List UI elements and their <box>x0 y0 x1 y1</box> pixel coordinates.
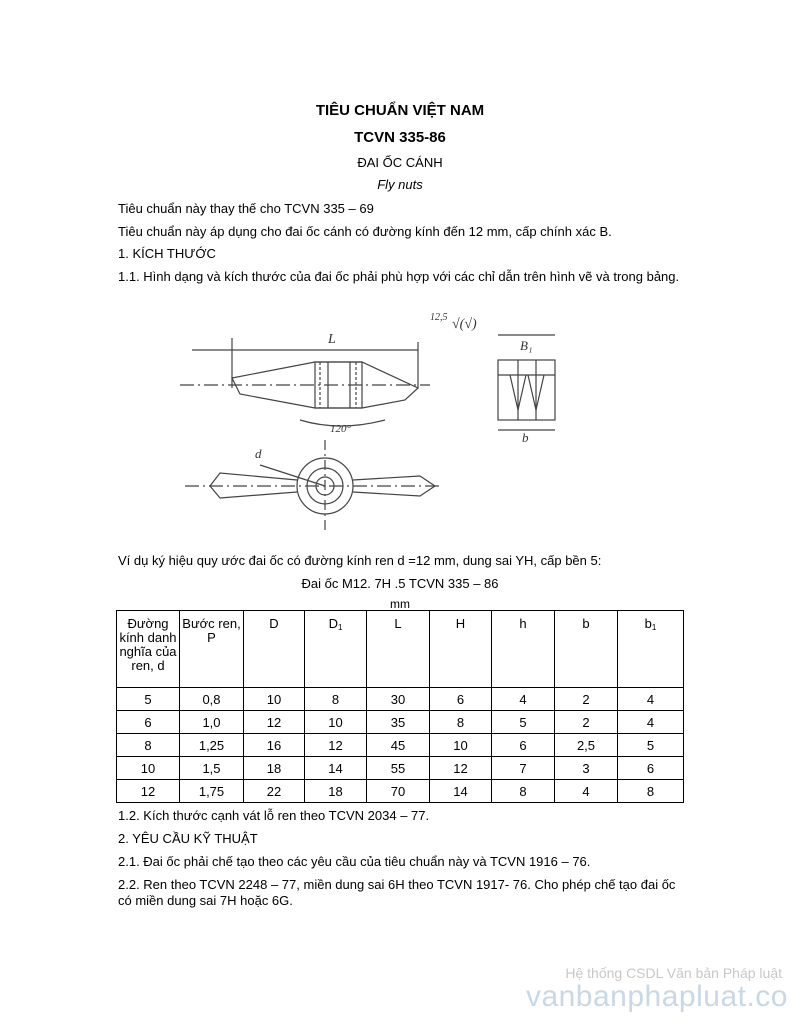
table-cell: 22 <box>244 780 305 803</box>
table-cell: 16 <box>244 734 305 757</box>
table-cell: 12 <box>430 757 492 780</box>
table-cell: 7 <box>492 757 555 780</box>
table-cell: 4 <box>618 688 684 711</box>
table-cell: 10 <box>244 688 305 711</box>
table-cell: 8 <box>618 780 684 803</box>
label-roughness: 12,5 <box>430 312 448 323</box>
table-cell: 6 <box>430 688 492 711</box>
table-cell: 2 <box>555 688 618 711</box>
table-cell: 8 <box>430 711 492 734</box>
standard-title: TIÊU CHUẨN VIỆT NAM <box>315 102 485 119</box>
table-cell: 2 <box>555 711 618 734</box>
table-cell: 5 <box>618 734 684 757</box>
paragraph-2-2-line-1: 2.2. Ren theo TCVN 2248 – 77, miền dung sai 6H theo TCVN 1917- 76. Cho phép chế tạo đai ốc <box>118 877 676 892</box>
table-header-row <box>117 611 684 688</box>
table-cell: 1,5 <box>180 757 244 780</box>
header-D: D <box>244 611 305 688</box>
table-cell: 3 <box>555 757 618 780</box>
standard-name-en: Fly nuts <box>377 177 423 192</box>
table-cell: 8 <box>492 780 555 803</box>
table-cell: 18 <box>305 780 367 803</box>
table-cell: 4 <box>492 688 555 711</box>
header-L: L <box>367 611 430 688</box>
header-nominal-diameter: Đường kính danh nghĩa của ren, d <box>117 611 180 688</box>
table-row <box>117 757 684 780</box>
table-cell: 0,8 <box>180 688 244 711</box>
table-cell: 18 <box>244 757 305 780</box>
header-D1: D1 <box>305 611 367 688</box>
section-1-heading: 1. KÍCH THƯỚC <box>118 246 216 261</box>
paragraph-1-2: 1.2. Kích thước cạnh vát lỗ ren theo TCVN 2034 – 77. <box>118 808 430 823</box>
table-cell: 8 <box>305 688 367 711</box>
table-cell: 14 <box>430 780 492 803</box>
label-angle: 120° <box>330 423 351 435</box>
table-cell: 12 <box>117 780 180 803</box>
watermark-line-2: vanbanphapluat.co <box>525 980 788 1013</box>
table-cell: 70 <box>367 780 430 803</box>
roughness-symbol-icon: √(√) <box>452 317 477 332</box>
header-h: h <box>492 611 555 688</box>
table-cell: 1,0 <box>180 711 244 734</box>
label-d: d <box>255 446 262 461</box>
replace-paragraph: Tiêu chuẩn này thay thế cho TCVN 335 – 69 <box>118 201 374 216</box>
paragraph-2-2-line-2: có miền dung sai 7H hoặc 6G. <box>118 893 293 908</box>
table-cell: 5 <box>492 711 555 734</box>
header-b1: b1 <box>618 611 684 688</box>
label-B1: B₁ <box>520 338 533 353</box>
standard-name-vi: ĐAI ỐC CÁNH <box>357 155 443 170</box>
table-cell: 12 <box>305 734 367 757</box>
watermark-line-1: Hệ thống CSDL Văn bản Pháp luật <box>565 965 782 981</box>
section-2-heading: 2. YÊU CẦU KỸ THUẬT <box>118 831 258 846</box>
table-cell: 5 <box>117 688 180 711</box>
header-b: b <box>555 611 618 688</box>
paragraph-2-1: 2.1. Đai ốc phải chế tạo theo các yêu cầu của tiêu chuẩn này và TCVN 1916 – 76. <box>118 854 591 869</box>
table-cell: 10 <box>305 711 367 734</box>
table-cell: 12 <box>244 711 305 734</box>
table-cell: 6 <box>492 734 555 757</box>
label-L: L <box>328 332 336 347</box>
table-cell: 6 <box>618 757 684 780</box>
example-code: Đai ốc M12. 7H .5 TCVN 335 – 86 <box>301 576 499 591</box>
table-cell: 4 <box>618 711 684 734</box>
table-row <box>117 734 684 757</box>
table-row <box>117 780 684 803</box>
table-cell: 14 <box>305 757 367 780</box>
fly-nut-drawing <box>180 290 560 535</box>
table-cell: 1,75 <box>180 780 244 803</box>
table-cell: 10 <box>117 757 180 780</box>
table-cell: 8 <box>117 734 180 757</box>
example-paragraph: Ví dụ ký hiệu quy ước đai ốc có đường kính ren d =12 mm, dung sai YH, cấp bền 5: <box>118 553 602 568</box>
table-cell: 35 <box>367 711 430 734</box>
table-cell: 55 <box>367 757 430 780</box>
table-cell: 45 <box>367 734 430 757</box>
table-row <box>117 711 684 734</box>
table-cell: 6 <box>117 711 180 734</box>
table-cell: 30 <box>367 688 430 711</box>
header-H: H <box>430 611 492 688</box>
table-cell: 10 <box>430 734 492 757</box>
table-cell: 2,5 <box>555 734 618 757</box>
table-cell: 4 <box>555 780 618 803</box>
header-thread-pitch: Bước ren, P <box>180 611 244 688</box>
table-row <box>117 688 684 711</box>
scope-paragraph: Tiêu chuẩn này áp dụng cho đai ốc cánh có đường kính đến 12 mm, cấp chính xác B. <box>118 224 612 239</box>
dimension-table <box>116 610 684 803</box>
unit-label: mm <box>390 597 410 611</box>
paragraph-1-1: 1.1. Hình dạng và kích thước của đai ốc phải phù hợp với các chỉ dẫn trên hình vẽ và trong bảng. <box>118 269 680 284</box>
table-cell: 1,25 <box>180 734 244 757</box>
standard-code: TCVN 335-86 <box>354 129 446 146</box>
label-b: b <box>522 430 529 445</box>
